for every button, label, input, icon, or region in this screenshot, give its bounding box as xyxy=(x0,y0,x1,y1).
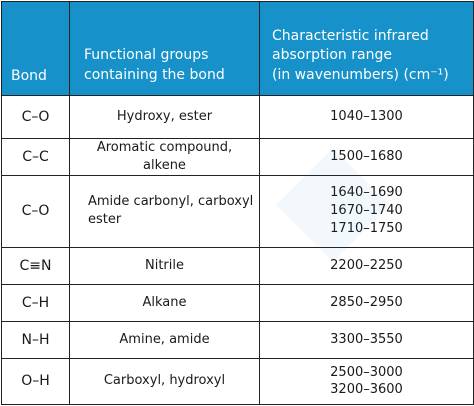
functional-text: Nitrile xyxy=(145,257,184,273)
table-header xyxy=(2,2,474,96)
functional-cell xyxy=(70,358,260,404)
table-body xyxy=(2,96,474,405)
header-range-line: Characteristic infrared xyxy=(272,28,429,45)
functional-cell xyxy=(70,175,260,247)
bond-cell: C–O xyxy=(2,96,70,139)
ir-absorption-table xyxy=(1,1,474,405)
range-value: 2850–2950 xyxy=(330,294,403,310)
functional-text: Hydroxy, ester xyxy=(116,109,213,125)
range-cell xyxy=(260,284,474,321)
header-absorption-range xyxy=(260,2,474,96)
range-value: 2500–3000 xyxy=(330,364,403,380)
table-row xyxy=(2,96,474,139)
header-row xyxy=(2,2,474,96)
range-cell xyxy=(260,139,474,176)
table-row xyxy=(2,284,474,321)
table-row xyxy=(2,139,474,176)
functional-cell xyxy=(70,247,260,284)
functional-cell xyxy=(70,321,260,358)
header-functional-groups xyxy=(70,2,260,96)
bond-cell: C–C xyxy=(2,139,70,176)
range-value: 3300–3550 xyxy=(330,331,403,347)
header-range-line: absorption range xyxy=(272,47,392,64)
table-row xyxy=(2,321,474,358)
range-value: 1710–1750 xyxy=(330,221,403,237)
header-bond-label: Bond xyxy=(11,68,47,85)
range-value: 1500–1680 xyxy=(330,148,403,164)
bond-cell: C–H xyxy=(2,284,70,321)
functional-text: Alkane xyxy=(142,294,187,310)
functional-text: Carboxyl, hydroxyl xyxy=(103,373,226,389)
range-value: 3200–3600 xyxy=(330,382,403,398)
table-row xyxy=(2,358,474,404)
bond-cell: N–H xyxy=(2,321,70,358)
range-value: 1040–1300 xyxy=(330,109,403,125)
header-range-line: (in wavenumbers) (cm⁻¹) xyxy=(272,66,449,83)
range-cell xyxy=(260,96,474,139)
range-value: 1670–1740 xyxy=(330,203,403,219)
range-cell xyxy=(260,175,474,247)
header-functional-line: containing the bond xyxy=(84,66,225,83)
functional-text: Amide carbonyl, carboxyl xyxy=(88,194,254,210)
range-value: 1640–1690 xyxy=(330,185,403,201)
range-cell xyxy=(260,321,474,358)
functional-text: ester xyxy=(88,212,122,228)
header-functional-line: Functional groups xyxy=(84,47,209,64)
bond-cell: O–H xyxy=(2,358,70,404)
header-bond xyxy=(2,2,70,96)
functional-cell xyxy=(70,139,260,176)
bond-cell: C–O xyxy=(2,175,70,247)
bond-cell: C≡N xyxy=(2,247,70,284)
functional-text: Aromatic compound, alkene xyxy=(96,140,233,173)
functional-cell xyxy=(70,96,260,139)
table-row xyxy=(2,247,474,284)
functional-cell xyxy=(70,284,260,321)
range-value: 2200–2250 xyxy=(330,257,403,273)
range-cell xyxy=(260,358,474,404)
table-row xyxy=(2,175,474,247)
range-cell xyxy=(260,247,474,284)
functional-text: Amine, amide xyxy=(119,331,210,347)
